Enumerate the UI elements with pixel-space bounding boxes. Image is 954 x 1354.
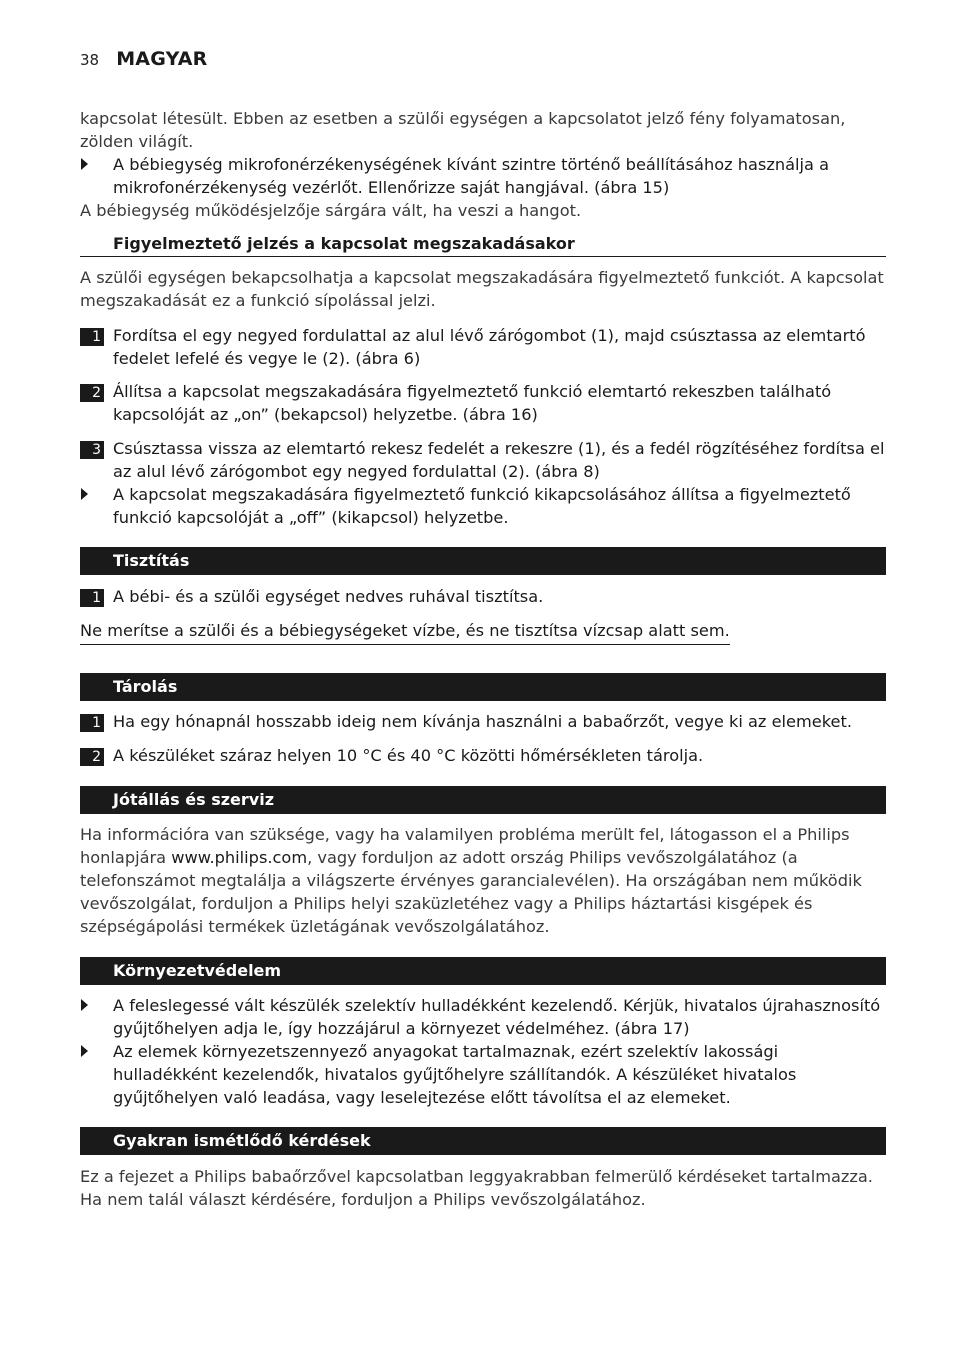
step-text: Állítsa a kapcsolat megszakadására figyelmeztető funkció elemtartó rekeszben található kapcsolóját az „on” (bekapcsol) helyzetbe. (ábra 16) (113, 382, 832, 424)
alarm-bullet-text: A kapcsolat megszakadására figyelmeztető funkció kikapcsolásához állítsa a figyelmeztető funkció kapcsolóját a „off” (kikapcsol) helyzetbe. (113, 485, 851, 527)
step-number: 1 (80, 328, 104, 346)
environment-bullet-1 (80, 994, 886, 1040)
storage-step-2 (80, 744, 886, 767)
warranty-text (80, 823, 886, 938)
step-text: Fordítsa el egy negyed fordulattal az alul lévő zárógombot (1), majd csúsztassa az elemtartó fedelet lefelé és vegye le (2). (ábra 6) (113, 326, 866, 368)
warranty-text-before: Ha információra van szüksége, vagy ha valamilyen probléma merült fel, látogasson el a Philips honlapjára (80, 825, 850, 867)
step-text: A bébi- és a szülői egységet nedves ruhával tisztítsa. (113, 587, 544, 606)
section-title-faq: Gyakran ismétlődő kérdések (80, 1127, 886, 1155)
bullet-icon (80, 483, 88, 506)
alarm-bullet (80, 483, 886, 529)
faq-text: Ez a fejezet a Philips babaőrzővel kapcsolatban leggyakrabban felmerülő kérdéseket tartalmazza. Ha nem talál választ kérdésére, forduljon a Philips vevőszolgálatához. (80, 1167, 873, 1209)
step-number: 3 (80, 441, 104, 459)
bullet-icon (80, 994, 88, 1017)
intro-continuation: kapcsolat létesült. Ebben az esetben a szülői egységen a kapcsolatot jelző fény folyamatosan, zölden világít. (80, 109, 846, 151)
step-text: A készüléket száraz helyen 10 °C és 40 °C közötti hőmérsékleten tárolja. (113, 746, 704, 765)
environment-bullet-text: A feleslegessé vált készülék szelektív hulladékként kezelendő. Kérjük, hivatalos újrahasznosító gyűjtőhelyen adja le, így hozzájárul a környezet védelméhez. (ábra 17) (113, 996, 881, 1038)
bullet-icon (80, 153, 88, 176)
step-number: 2 (80, 384, 104, 402)
alarm-intro: A szülői egységen bekapcsolhatja a kapcsolat megszakadására figyelmeztető funkciót. A kapcsolat megszakadását ez a funkció sípolással jelzi. (80, 268, 884, 310)
step-text: Ha egy hónapnál hosszabb ideig nem kívánja használni a babaőrzőt, vegye ki az elemeket. (113, 712, 852, 731)
section-title-warranty: Jótállás és szerviz (80, 786, 886, 814)
step-text: Csúsztassa vissza az elemtartó rekesz fedelét a rekeszre (1), és a fedél rögzítéséhez fordítsa el az alul lévő zárógombot egy negyed fordulattal (2). (ábra 8) (113, 439, 885, 481)
cleaning-warning: Ne merítse a szülői és a bébiegységeket vízbe, és ne tisztítsa vízcsap alatt sem. (80, 619, 730, 645)
step-number: 1 (80, 589, 104, 607)
environment-bullet-2 (80, 1040, 886, 1109)
page-number: 38 (80, 51, 100, 69)
intro-bullet-text: A bébiegység mikrofonérzékenységének kívánt szintre történő beállításához használja a mikrofonérzékenység vezérlőt. Ellenőrizze saját hangjával. (ábra 15) (113, 155, 830, 197)
environment-bullet-text: Az elemek környezetszennyező anyagokat tartalmaznak, ezért szelektív lakossági hulladékként kezelendők, hivatalos gyűjtőhelyre szállítandók. A készüléket hivatalos gyűjtőhelyen való leadása, vagy leselejtezése előtt távolítsa el az elemeket. (113, 1042, 797, 1107)
section-title-environment: Környezetvédelem (80, 957, 886, 985)
warranty-text-after: , vagy forduljon az adott ország Philips vevőszolgálatához (a telefonszámot megtalálja a világszerte érvényes garancialevélen). Ha országában nem működik vevőszolgálat, forduljon a Philips helyi szaküzletéhez vagy a Philips háztartási kisgépek és szépségápolási termékek üzletágának vevőszolgálatához. (80, 848, 862, 936)
alarm-step-3 (80, 437, 886, 483)
storage-step-1 (80, 710, 886, 733)
cleaning-step-1 (80, 585, 886, 608)
alarm-step-2 (80, 380, 886, 426)
page-header (80, 48, 207, 70)
intro-bullet (80, 153, 886, 199)
bullet-icon (80, 1040, 88, 1063)
philips-website-link[interactable]: www.philips.com (171, 848, 308, 867)
intro-note: A bébiegység működésjelzője sárgára vált, ha veszi a hangot. (80, 201, 582, 220)
alarm-step-1 (80, 324, 886, 370)
step-number: 1 (80, 714, 104, 732)
step-number: 2 (80, 748, 104, 766)
section-title-storage: Tárolás (80, 673, 886, 701)
language-label: MAGYAR (116, 48, 208, 70)
section-title-alarm: Figyelmeztető jelzés a kapcsolat megszakadásakor (80, 232, 886, 257)
section-title-cleaning: Tisztítás (80, 547, 886, 575)
